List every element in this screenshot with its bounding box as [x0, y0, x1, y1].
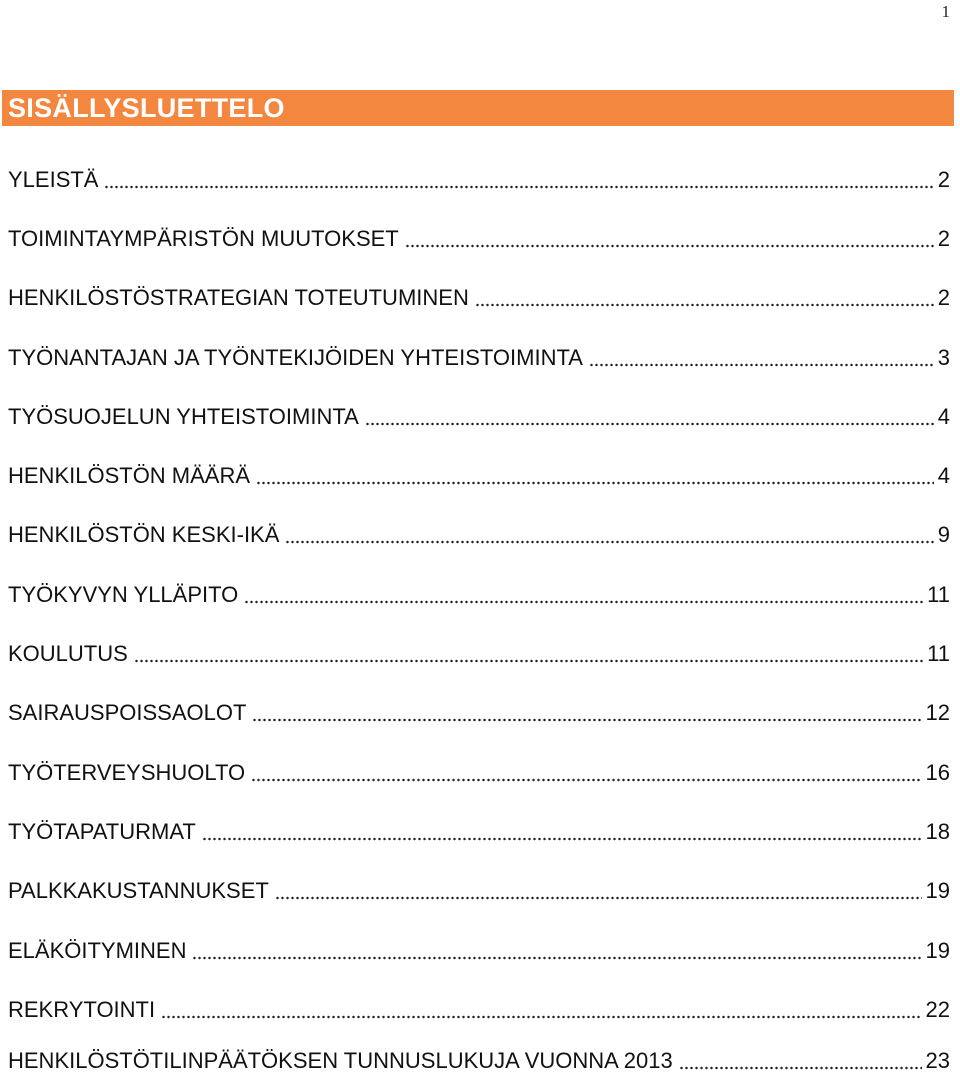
toc-entry-tunnuslukuja-2013[interactable] — [8, 1039, 950, 1083]
dot-leader — [475, 303, 934, 307]
toc-entry-koulutus[interactable] — [8, 624, 950, 683]
toc-entry-title: TYÖKYVYN YLLÄPITO — [8, 581, 239, 607]
toc-entry-page: 4 — [937, 403, 950, 429]
toc-entry-page: 16 — [925, 759, 950, 785]
dot-leader — [202, 837, 922, 841]
page-number: 1 — [941, 2, 950, 21]
toc-entry-page: 11 — [927, 641, 950, 667]
dot-leader — [134, 659, 923, 663]
toc-entry-title: TOIMINTAYMPÄRISTÖN MUUTOKSET — [8, 225, 399, 251]
toc-entry-henkiloston-maara[interactable] — [8, 446, 950, 505]
toc-entry-rekrytointi[interactable] — [8, 980, 950, 1039]
toc-entry-page: 12 — [925, 700, 950, 726]
dot-leader — [104, 185, 933, 189]
toc-entry-title: KOULUTUS — [8, 641, 128, 667]
toc-entry-page: 4 — [937, 463, 950, 489]
dot-leader — [244, 600, 923, 604]
toc-entry-tyokyvyn-yllapito[interactable] — [8, 565, 950, 624]
toc-entry-page: 22 — [925, 996, 950, 1022]
dot-leader — [679, 1066, 922, 1070]
toc-entry-title: HENKILÖSTÖSTRATEGIAN TOTEUTUMINEN — [8, 285, 469, 311]
toc-entry-page: 2 — [937, 166, 950, 192]
toc-entry-page: 2 — [937, 225, 950, 251]
table-of-contents — [8, 150, 950, 1083]
dot-leader — [405, 244, 934, 248]
toc-entry-title: SAIRAUSPOISSAOLOT — [8, 700, 247, 726]
toc-entry-palkkakustannukset[interactable] — [8, 862, 950, 921]
toc-entry-page: 23 — [925, 1048, 950, 1074]
dot-leader — [275, 896, 922, 900]
toc-entry-title: TYÖNANTAJAN JA TYÖNTEKIJÖIDEN YHTEISTOIMINTA — [8, 344, 583, 370]
toc-entry-henkilostostrategian-toteutuminen[interactable] — [8, 269, 950, 328]
toc-entry-title: REKRYTOINTI — [8, 996, 156, 1022]
toc-heading: SISÄLLYSLUETTELO — [2, 90, 954, 126]
toc-entry-title: ELÄKÖITYMINEN — [8, 937, 187, 963]
toc-entry-yleista[interactable] — [8, 150, 950, 209]
dot-leader — [252, 718, 921, 722]
toc-entry-title: HENKILÖSTÖN MÄÄRÄ — [8, 463, 251, 489]
toc-entry-tyosuojelun-yhteistoiminta[interactable] — [8, 387, 950, 446]
toc-entry-title: YLEISTÄ — [8, 166, 99, 192]
toc-entry-yhteistoiminta[interactable] — [8, 328, 950, 387]
toc-entry-page: 19 — [925, 878, 950, 904]
toc-entry-page: 11 — [927, 581, 950, 607]
toc-entry-title: TYÖTAPATURMAT — [8, 818, 196, 844]
toc-entry-sairauspoissaolot[interactable] — [8, 684, 950, 743]
toc-entry-elakoityminen[interactable] — [8, 921, 950, 980]
toc-entry-page: 3 — [937, 344, 950, 370]
dot-leader — [161, 1015, 921, 1019]
toc-entry-page: 19 — [925, 937, 950, 963]
toc-entry-title: HENKILÖSTÖTILINPÄÄTÖKSEN TUNNUSLUKUJA VUONNA 2013 — [8, 1048, 673, 1074]
dot-leader — [251, 778, 921, 782]
dot-leader — [285, 540, 933, 544]
toc-entry-tyotapaturmat[interactable] — [8, 802, 950, 861]
toc-entry-page: 9 — [937, 522, 950, 548]
toc-entry-title: HENKILÖSTÖN KESKI-IKÄ — [8, 522, 280, 548]
toc-entry-tyoterveyshuolto[interactable] — [8, 743, 950, 802]
toc-entry-title: PALKKAKUSTANNUKSET — [8, 878, 269, 904]
toc-entry-page: 2 — [937, 285, 950, 311]
toc-entry-toimintaympariston-muutokset[interactable] — [8, 209, 950, 268]
dot-leader — [365, 422, 934, 426]
dot-leader — [589, 363, 934, 367]
dot-leader — [192, 956, 921, 960]
toc-entry-title: TYÖTERVEYSHUOLTO — [8, 759, 246, 785]
toc-entry-henkiloston-keski-ika[interactable] — [8, 506, 950, 565]
toc-entry-title: TYÖSUOJELUN YHTEISTOIMINTA — [8, 403, 359, 429]
dot-leader — [256, 481, 934, 485]
toc-entry-page: 18 — [925, 818, 950, 844]
